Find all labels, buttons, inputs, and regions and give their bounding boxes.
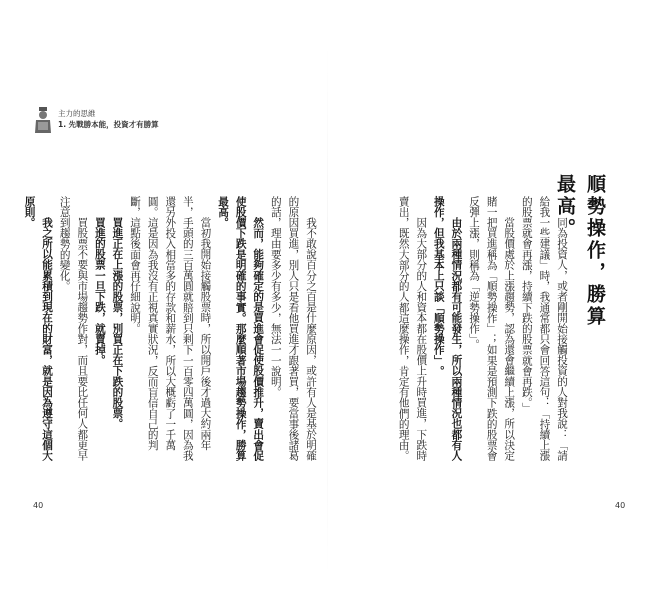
right-page-body <box>392 196 570 464</box>
header-title: 主力的思維 <box>58 109 96 118</box>
chapter-title: 順勢操作，勝算最高。 <box>554 174 606 328</box>
left-paragraph-3: 當初我開始接觸股票時，所以開戶後才過大約兩年半，手頭的三百萬圓就賠到只剩下一百零四萬圓，因為我還另外投入相當多的存款和薪水，所以大概虧了一千萬圓。這是因為我沒有正視真實狀況，反而盲信自己的判斷，這點後面會再仔細說明。 <box>129 196 212 461</box>
left-paragraph-4: 買進正在上漲的股票，別買正在下跌的股票。 <box>111 217 124 430</box>
left-paragraph-7: 我之所以能累積到現在的財富，就是因為遵守這個大原則。 <box>23 196 54 461</box>
page-number-right: 40 <box>615 501 626 510</box>
page-number-left: 40 <box>33 501 44 510</box>
left-paragraph-6: 買股票不要與市場趨勢作對，而且要比任何人都更早注意到趨勢的變化。 <box>58 196 89 461</box>
header-subtitle: 1. 先戰勝本能，投資才有勝算 <box>58 120 159 129</box>
left-page-body <box>23 196 319 464</box>
running-header <box>34 107 194 137</box>
right-paragraph-1: 同為投資人，或者剛開始接觸投資的人對我說：「請給我一些建議」時，我通常都只會回答這句：「持續上漲的股票就會再漲，持續下跌的股票就會再跌。」 <box>520 196 568 461</box>
left-paragraph-5: 買進的股票一旦下跌，就賣掉。 <box>93 217 106 366</box>
right-paragraph-4: 因為大部分的人和資本都在股價上升時買進，下跌時賣出，既然大部分的人都這麼操作，肯定有他們的理由。 <box>397 196 428 461</box>
header-texts <box>58 108 159 130</box>
right-paragraph-3: 由於兩種情況都有可能發生，所以兩種情況也都有人操作，但我基本上只談「順勢操作」。 <box>432 196 463 461</box>
page-gutter <box>327 40 328 580</box>
right-paragraph-2: 當股價處於上漲趨勢，認為還會繼續上漲，所以決定賭一把買進稱為「順勢操作」；如果是預測下跌的股票會反彈上漲，則稱為「逆勢操作」。 <box>468 196 516 461</box>
left-paragraph-2: 然而，能夠確定的是買進會促使股價推升，賣出會促使股價下跌是明確的事實。那麼順著市場趨勢操作，勝算最高。 <box>217 196 265 461</box>
left-paragraph-1: 我不敢說百分之百是什麼原因，或許有人是基於明確的原因買進，別人只是看他買進才跟著買，要當事後諸葛的話，理由要多少有多少，無法一一說明。 <box>269 196 317 461</box>
person-icon <box>34 107 52 134</box>
